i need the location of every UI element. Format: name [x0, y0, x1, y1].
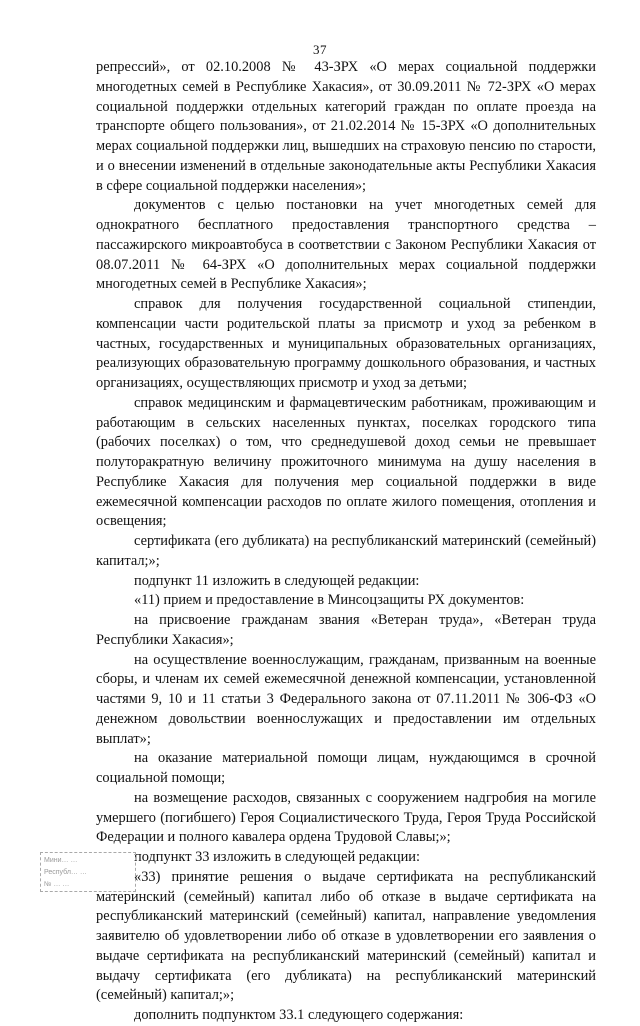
page-number: 37 — [313, 42, 327, 57]
stamp-line: № … … — [44, 881, 70, 888]
document-body — [96, 58, 596, 1026]
paragraph: на возмещение расходов, связанных с сооружением надгробия на могиле умершего (погибшего) Героя Социалистического Труда, Героя Труда Российской Федерации и полного кавалера ордена Трудовой Славы;»; — [96, 789, 596, 846]
paragraph: подпункт 11 изложить в следующей редакции: — [134, 572, 420, 589]
paragraph: «33) принятие решения о выдаче сертификата на республиканский материнский (семейный) капитал либо об отказе в выдаче сертификата на республиканский материнский (семейный) капитал, направление уведомления заявителю об удовлетворении либо об отказе в удовлетворении его заявления о выдаче сертификата на республиканский материнский (семейный) капитал и выдачу сертификата (его дубликата) на республиканский материнский (семейный) капитал;»; — [96, 868, 596, 1004]
paragraph: «11) прием и предоставление в Минсоцзащиты РХ документов: — [134, 592, 525, 609]
stamp-line: Республ… … — [44, 869, 87, 876]
paragraph: дополнить подпунктом 33.1 следующего содержания: — [134, 1007, 464, 1023]
paragraph: подпункт 33 изложить в следующей редакции: — [134, 849, 420, 865]
paragraph: справок для получения государственной социальной стипендии, компенсации части родительской платы за присмотр и уход за ребенком в частных, государственных и муниципальных образовательных организациях, реализующих образовательную программу дошкольного образования, и частных организациях, осуществляющих присмотр и уход за детьми; — [96, 296, 596, 391]
paragraph: сертификата (его дубликата) на республиканский материнский (семейный) капитал;»; — [96, 533, 596, 569]
paragraph: на осуществление военнослужащим, гражданам, призванным на военные сборы, и членам их семей ежемесячной денежной компенсации, установленной частями 9, 10 и 11 статьи 3 Федерального закона от 07.11.2011 № 306-ФЗ «О денежном довольствии военнослужащих и предоставлении им отдельных выплат»; — [96, 651, 596, 747]
stamp-line: Мини… … — [44, 857, 78, 864]
paragraph: на оказание материальной помощи лицам, нуждающимся в срочной социальной помощи; — [96, 750, 596, 786]
paragraph: на присвоение гражданам звания «Ветеран труда», «Ветеран труда Республики Хакасия»; — [96, 612, 596, 648]
registration-stamp — [40, 852, 136, 892]
paragraph: справок медицинским и фармацевтическим работникам, проживающим и работающим в сельских населенных пунктах, поселках городского типа (рабочих поселках) о том, что среднедушевой доход семьи не превышает полуторакратную величину прожиточного минимума на душу населения в Республике Хакасия для получения мер социальной поддержки в виде ежемесячной компенсации расходов по оплате жилого помещения, отопления и освещения; — [96, 394, 596, 530]
paragraph: репрессий», от 02.10.2008 № 43-ЗРХ «О мерах социальной поддержки многодетных семей в Республике Хакасия», от 30.09.2011 № 72-ЗРХ «О мерах социальной поддержки отдельных категорий граждан по оплате проезда на транспорте общего пользования», от 21.02.2014 № 15-ЗРХ «О дополнительных мерах социальной поддержки лиц, вышедших на страховую пенсию по старости, и о внесении изменений в отдельные законодательные акты Республики Хакасия в сфере социальной поддержки населения»; — [96, 59, 596, 194]
paragraph: документов с целью постановки на учет многодетных семей для однократного бесплатного предоставления транспортного средства – пассажирского микроавтобуса в соответствии с Законом Республики Хакасия от 08.07.2011 № 64-ЗРХ «О дополнительных мерах социальной поддержки многодетных семей в Республике Хакасия»; — [96, 197, 596, 293]
